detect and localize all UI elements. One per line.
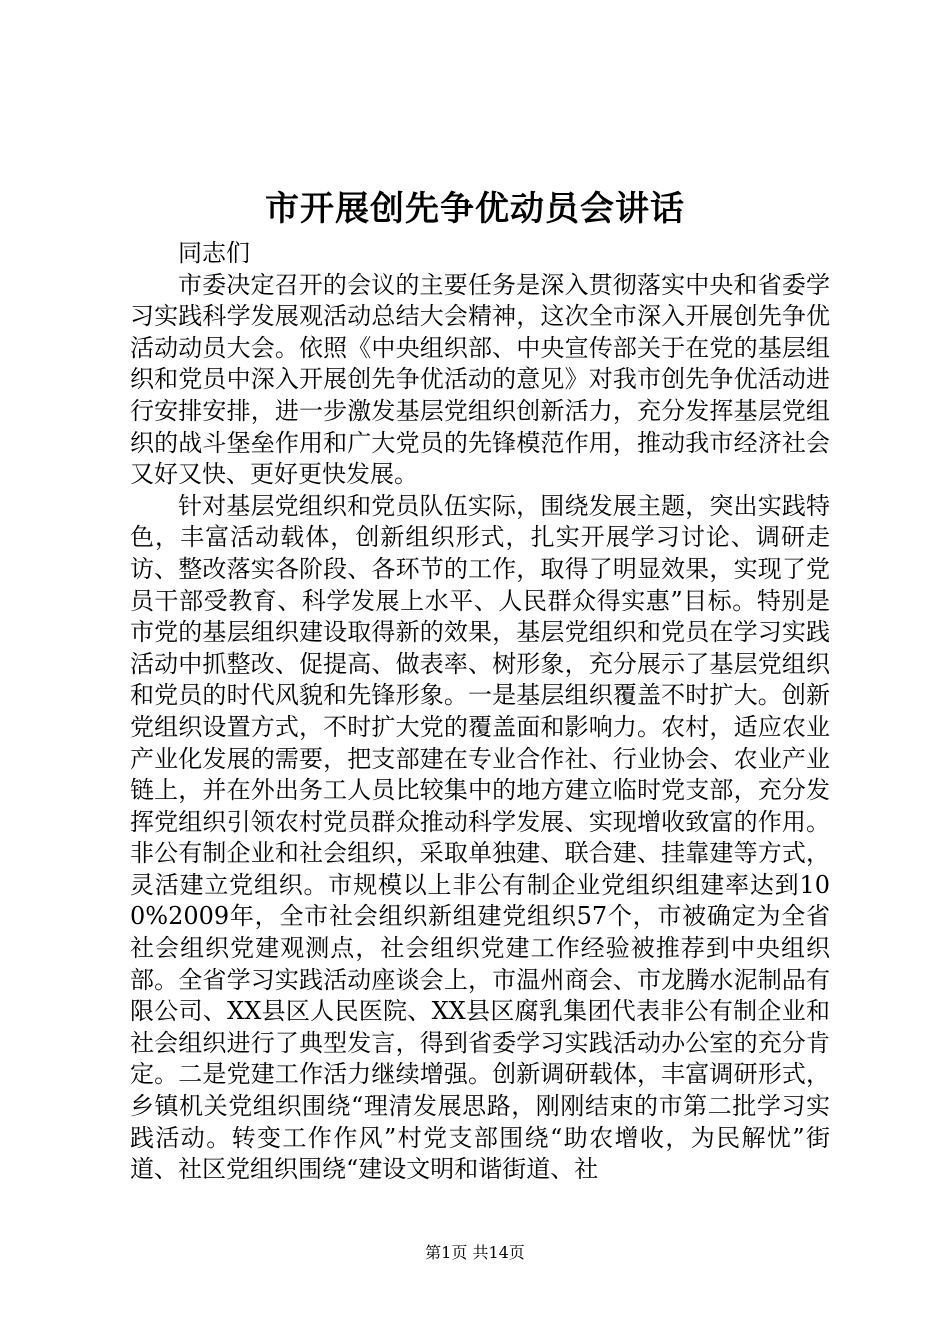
document-title: 市开展创先争优动员会讲话	[265, 189, 685, 229]
page-number: 第1页 共14页	[425, 1243, 525, 1262]
document-body	[130, 238, 830, 1186]
body-paragraph-2: 针对基层党组织和党员队伍实际，围绕发展主题，突出实践特色，丰富活动载体，创新组织形式，扎实开展学习讨论、调研走访、整改落实各阶段、各环节的工作，取得了明显效果，实现了党员干部受教育、科学发展上水平、人民群众得实惠”目标。特别是市党的基层组织建设取得新的效果，基层党组织和党员在学习实践活动中抓整改、促提高、做表率、树形象，充分展示了基层党组织和党员的时代风貌和先锋形象。一是基层组织覆盖不时扩大。创新党组织设置方式，不时扩大党的覆盖面和影响力。农村，适应农业产业化发展的需要，把支部建在专业合作社、行业协会、农业产业链上，并在外出务工人员比较集中的地方建立临时党支部，充分发挥党组织引领农村党员群众推动科学发展、实现增收致富的作用。非公有制企业和社会组织，采取单独建、联合建、挂靠建等方式，灵活建立党组织。市规模以上非公有制企业党组织组建率达到100%2009年，全市社会组织新组建党组织57个，市被确定为全省社会组织党建观测点，社会组织党建工作经验被推荐到中央组织部。全省学习实践活动座谈会上，市温州商会、市龙腾水泥制品有限公司、XX县区人民医院、XX县区腐乳集团代表非公有制企业和社会组织进行了典型发言，得到省委学习实践活动办公室的充分肯定。二是党建工作活力继续增强。创新调研载体，丰富调研形式，乡镇机关党组织围绕“理清发展思路，刚刚结束的市第二批学习实践活动。转变工作作风”村党支部围绕“助农增收，为民解忧”街道、社区党组织围绕“建设文明和谐街道、社	[130, 491, 830, 1184]
body-paragraph-1: 市委决定召开的会议的主要任务是深入贯彻落实中央和省委学习实践科学发展观活动总结大会精神，这次全市深入开展创先争优活动动员大会。依照《中央组织部、中央宣传部关于在党的基层组织和党员中深入开展创先争优活动的意见》对我市创先争优活动进行安排安排，进一步激发基层党组织创新活力，充分发挥基层党组织的战斗堡垒作用和广大党员的先锋模范作用，推动我市经济社会又好又快、更好更快发展。	[130, 270, 830, 489]
salutation: 同志们	[178, 239, 250, 267]
